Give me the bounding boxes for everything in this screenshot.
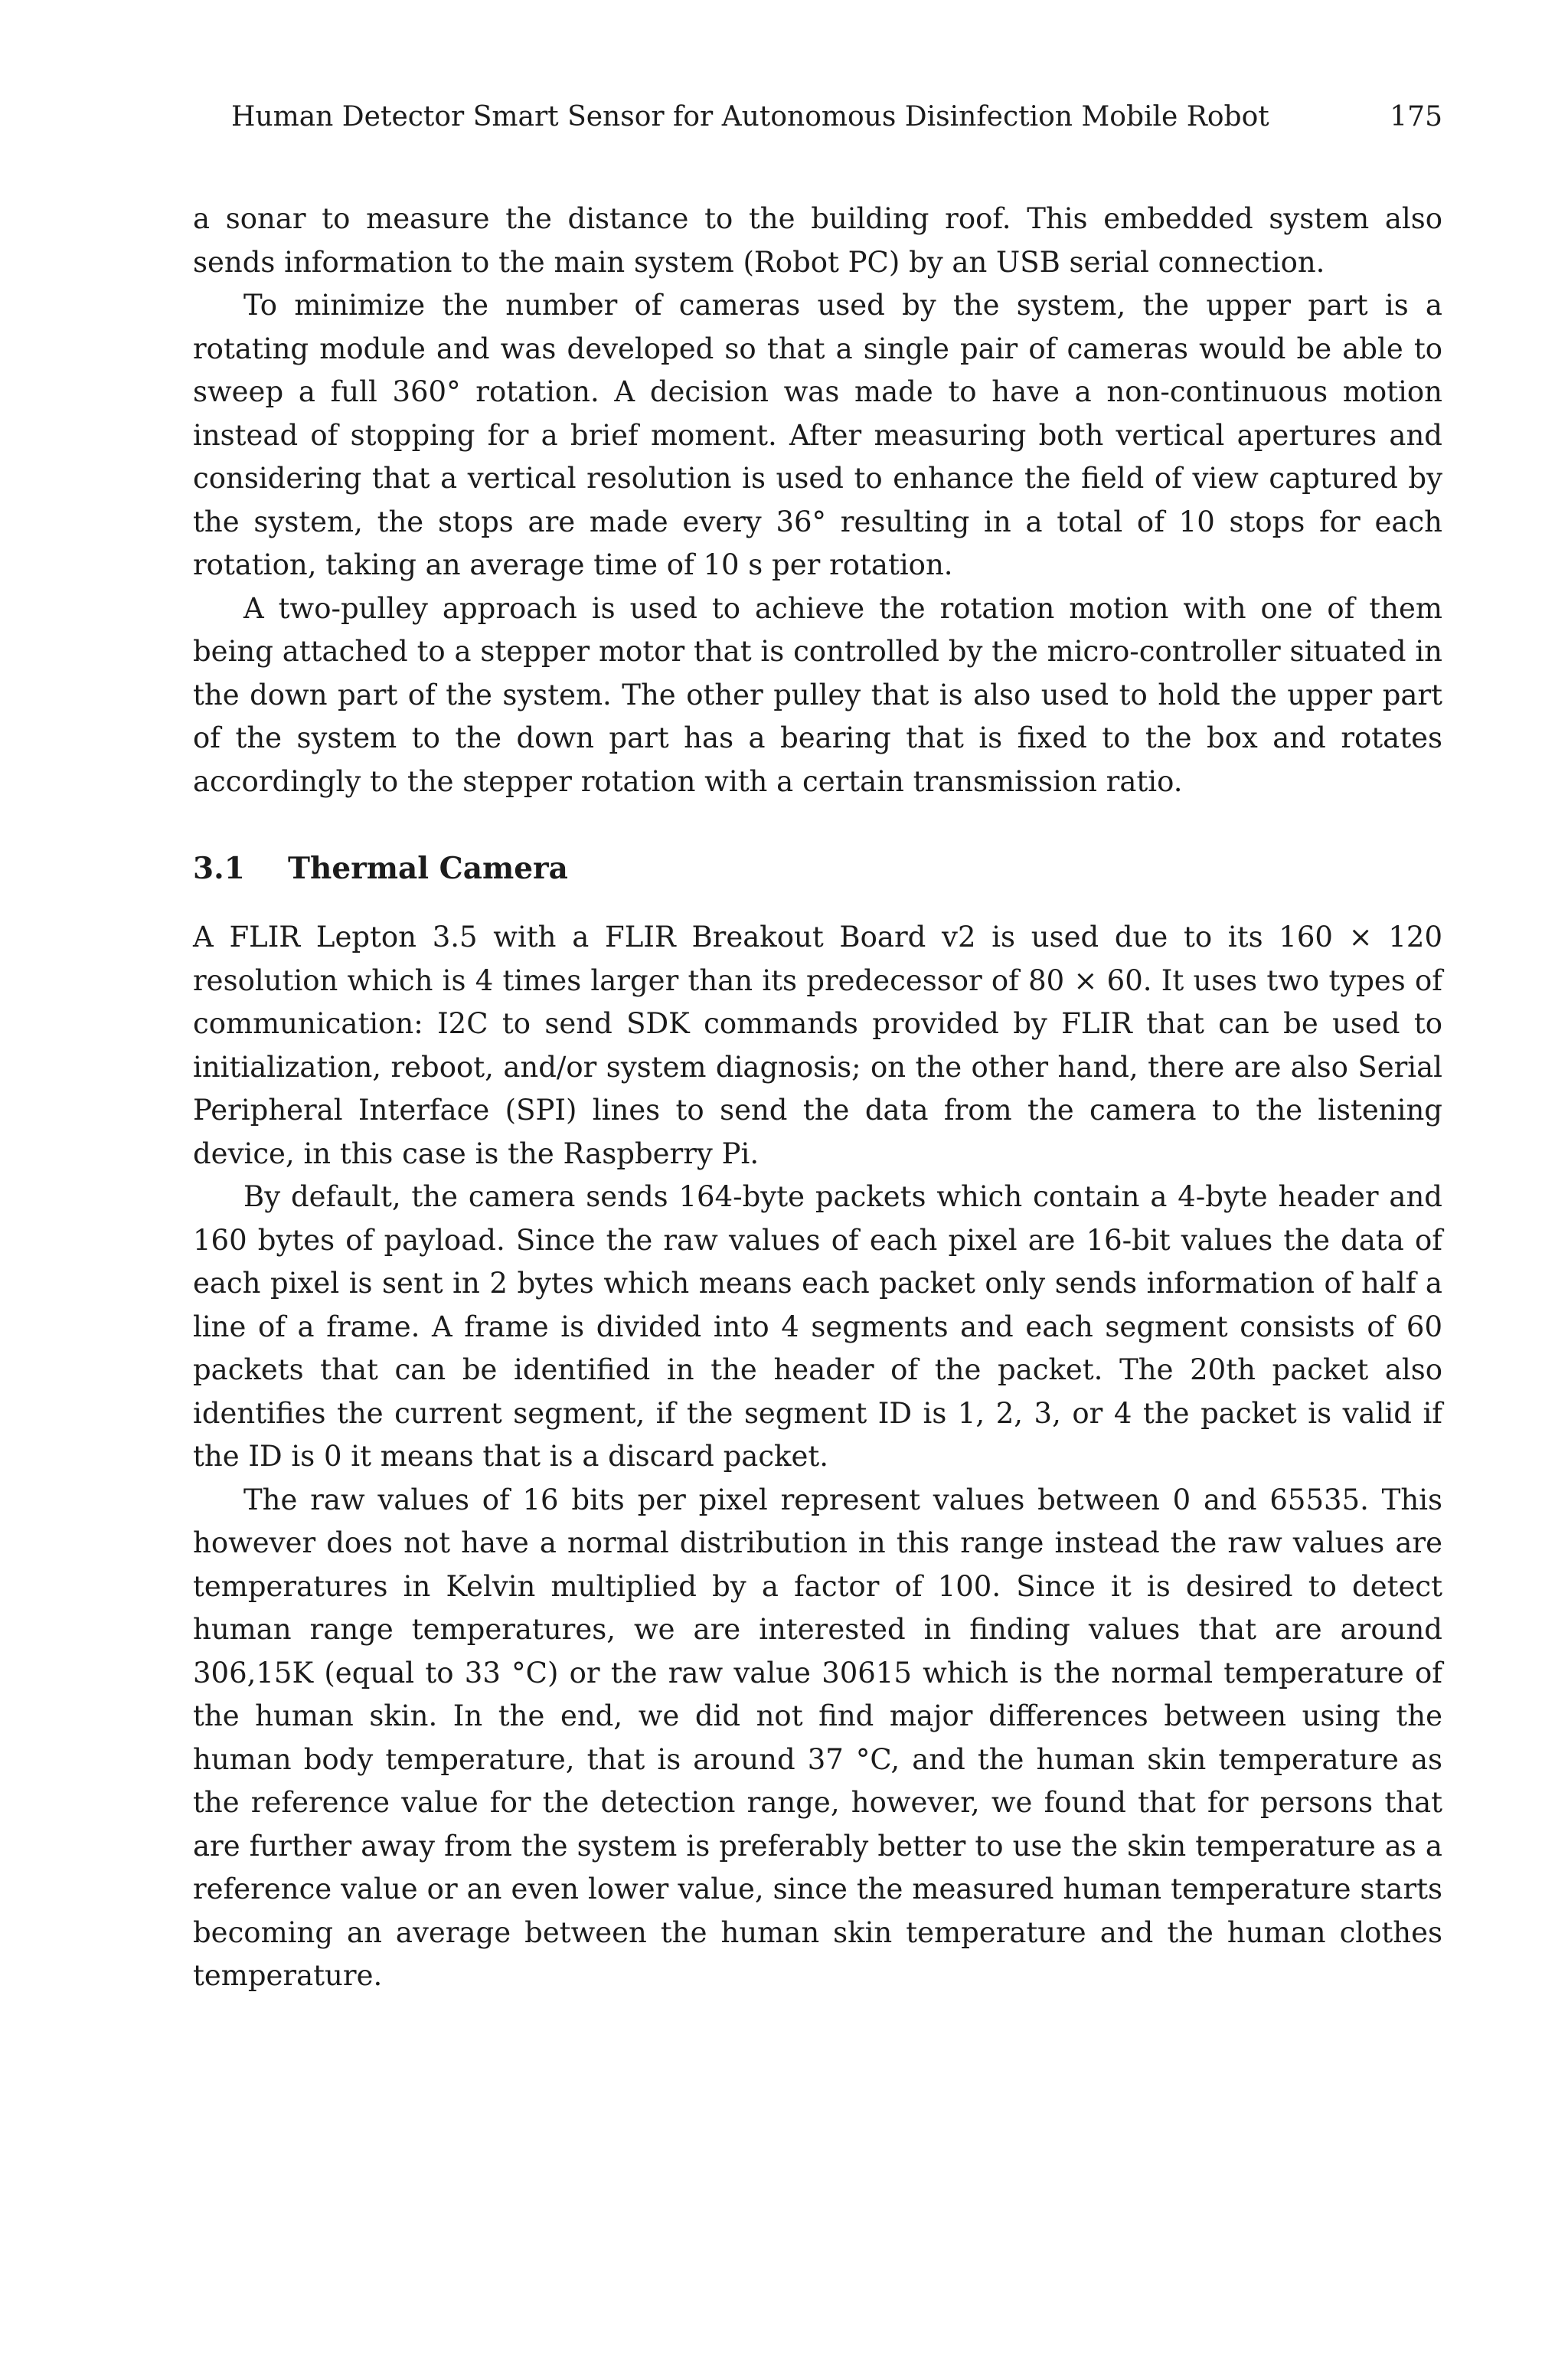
section-title: Thermal Camera (288, 851, 568, 886)
paragraph: A FLIR Lepton 3.5 with a FLIR Breakout Board v2 is used due to its 160 × 120 resolution which is 4 times larger than its predecessor of 80 × 60. It uses two types of communication: I2C to send SDK commands provided by FLIR that can be used to initialization, reboot, and/or system diagnosis; on the other hand, there are also Serial Peripheral Interface (SPI) lines to send the data from the camera to the listening device, in this case is the Raspberry Pi. (193, 921, 1442, 1170)
running-title: Human Detector Smart Sensor for Autonomous Disinfection Mobile Robot (231, 101, 1269, 132)
paragraph: The raw values of 16 bits per pixel represent values between 0 and 65535. This however does not have a normal distribution in this range instead the raw values are temperatures in Kelvin multiplied by a factor of 100. Since it is desired to detect human range temperatures, we are interested in finding values that are around 306,15K (equal to 33 °C) or the raw value 30615 which is the normal temperature of the human skin. In the end, we did not find major differences between using the human body temperature, that is around 37 °C, and the human skin temperature as the reference value for the detection range, however, we found that for persons that are further away from the system is preferably better to use the skin temperature as a reference value or an even lower value, since the measured human temperature starts becoming an average between the human skin temperature and the human clothes temperature. (193, 1483, 1442, 1992)
paragraph-continued: a sonar to measure the distance to the building roof. This embedded system also sends information to the main system (Robot PC) by an USB serial connection. (193, 202, 1442, 279)
section-heading (193, 847, 1442, 890)
page-number: 175 (1390, 101, 1442, 132)
paragraph: To minimize the number of cameras used by the system, the upper part is a rotating module and was developed so that a single pair of cameras would be able to sweep a full 360° rotation. A decision was made to have a non-continuous motion instead of stopping for a brief moment. After measuring both vertical apertures and considering that a vertical resolution is used to enhance the field of view captured by the system, the stops are made every 36° resulting in a total of 10 stops for each rotation, taking an average time of 10 s per rotation. (193, 289, 1442, 581)
section-number: 3.1 (193, 851, 245, 886)
paragraph: A two-pulley approach is used to achieve the rotation motion with one of them being attached to a stepper motor that is controlled by the micro-controller situated in the down part of the system. The other pulley that is also used to hold the upper part of the system to the down part has a bearing that is fixed to the box and rotates accordingly to the stepper rotation with a certain transmission ratio. (193, 591, 1442, 798)
main-text (193, 198, 1442, 1998)
paragraph: By default, the camera sends 164-byte packets which contain a 4-byte header and 160 bytes of payload. Since the raw values of each pixel are 16-bit values the data of each pixel is sent in 2 bytes which means each packet only sends information of half a line of a frame. A frame is divided into 4 segments and each segment consists of 60 packets that can be identified in the header of the packet. The 20th packet also identifies the current segment, if the segment ID is 1, 2, 3, or 4 the packet is valid if the ID is 0 it means that is a discard packet. (193, 1180, 1442, 1473)
running-header (193, 98, 1442, 136)
